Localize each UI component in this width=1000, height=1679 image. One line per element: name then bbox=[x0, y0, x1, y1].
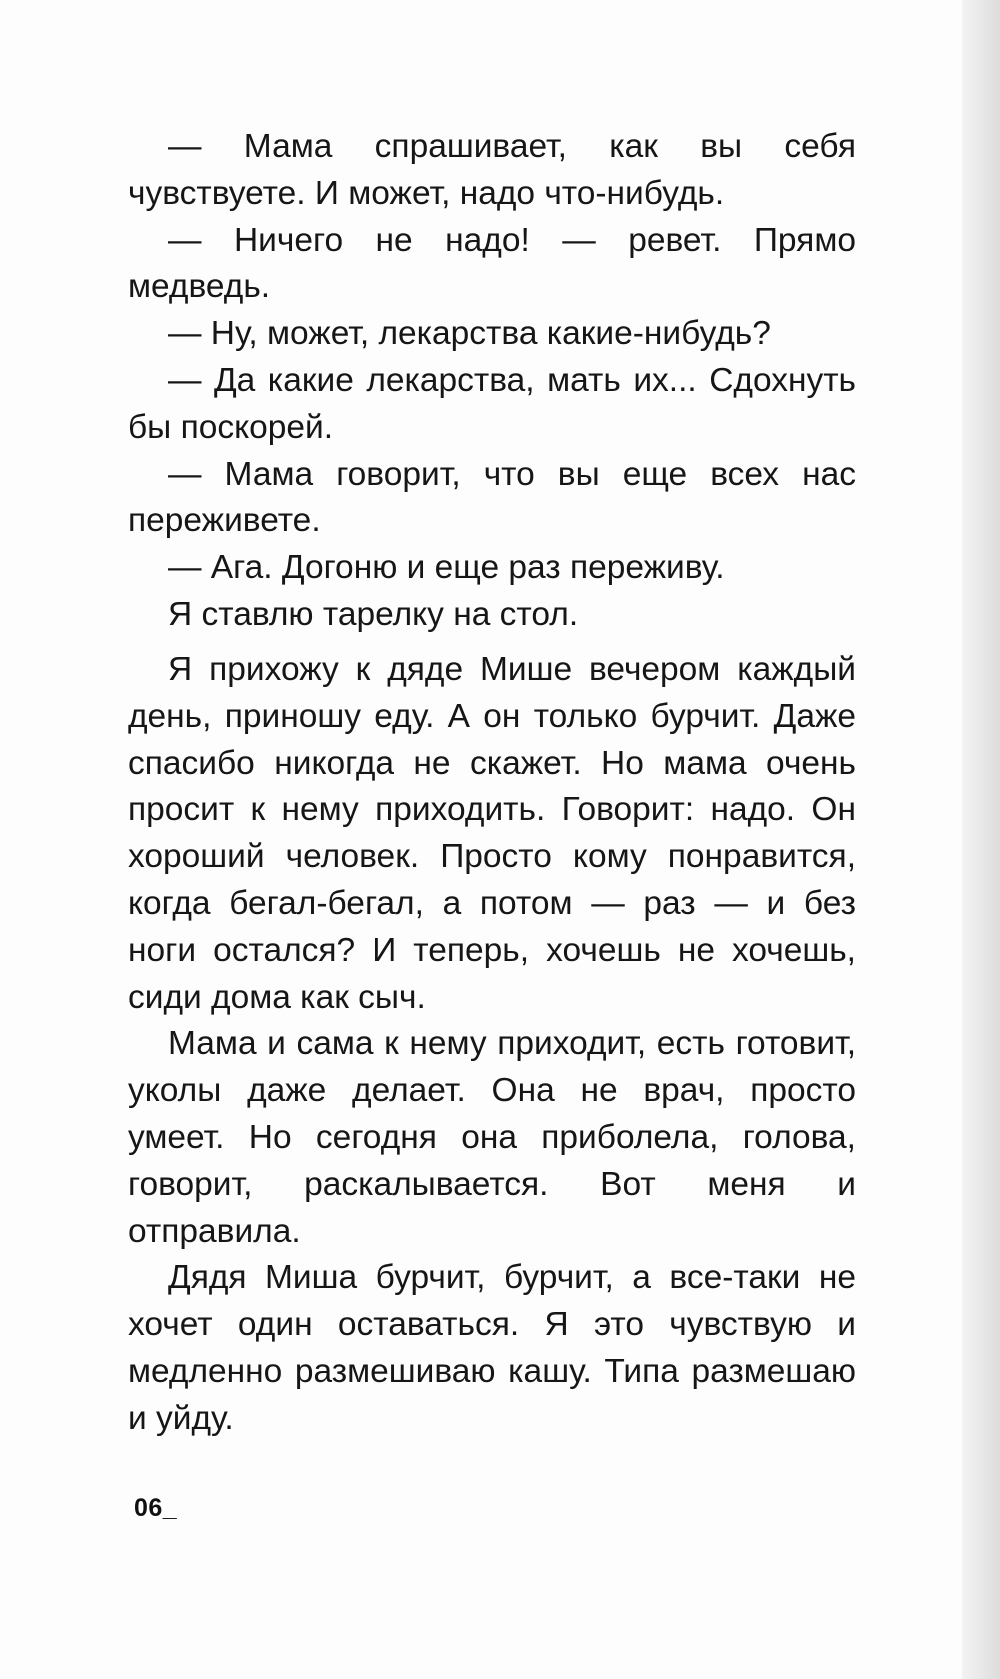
paragraph: — Ну, может, лекарства какие-нибудь? bbox=[168, 315, 771, 353]
paragraph: Я прихожу к дяде Мише вечером каждый день, приношу еду. А он только бурчит. Даже спасибо никогда не скажет. Но мама очень просит к нему приходить. Говорит: надо. Он хороший человек. Просто кому понравится, когда бегал-бегал, а потом — раз — и без ноги остался? И теперь, хочешь не хочешь, сиди дома как сыч. bbox=[128, 651, 856, 1016]
page-edge-shadow bbox=[962, 0, 1000, 1679]
page-number: 06_ bbox=[134, 1494, 178, 1522]
paragraph: — Мама спрашивает, как вы себя чувствуете. И может, надо что-нибудь. bbox=[128, 128, 856, 212]
dialogue-section bbox=[128, 124, 856, 639]
narrative-section bbox=[128, 647, 856, 1443]
paragraph: — Мама говорит, что вы еще всех нас переживете. bbox=[128, 455, 856, 540]
paragraph: — Ага. Догоню и еще раз переживу. bbox=[168, 549, 725, 587]
paragraph: Я ставлю тарелку на стол. bbox=[168, 595, 579, 633]
paragraph: Мама и сама к нему приходит, есть готовит, уколы даже делает. Она не врач, просто умеет. Но сегодня она приболела, голова, говорит, раскалывается. Вот меня и отправила. bbox=[128, 1025, 856, 1250]
paragraph: Дядя Миша бурчит, бурчит, а все-таки не хочет один оставаться. Я это чувствую и медленно размешиваю кашу. Типа размешаю и уйду. bbox=[128, 1259, 856, 1437]
paragraph: — Да какие лекарства, мать их... Сдохнуть бы поскорей. bbox=[128, 361, 856, 446]
paragraph: — Ничего не надо! — ревет. Прямо медведь. bbox=[128, 221, 856, 306]
